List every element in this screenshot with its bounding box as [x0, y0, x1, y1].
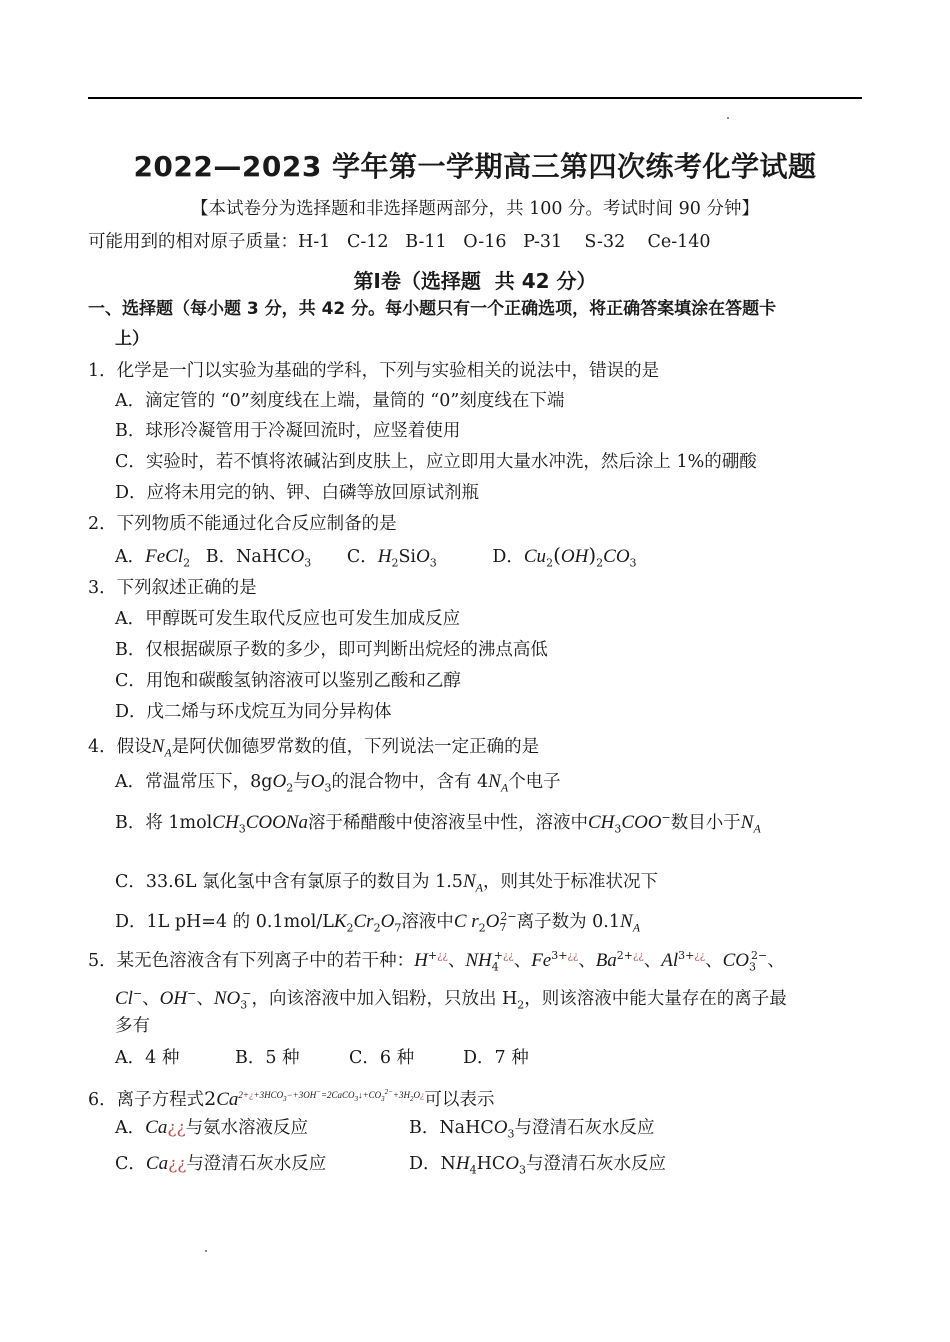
top-rule — [88, 97, 862, 99]
q2-a-label: A． — [115, 547, 146, 567]
question-4-stem: 4．假设$N_A$是阿伏伽德罗常数的值，下列说法一定正确的是 — [88, 736, 540, 760]
q6-c-suffix: 与澄清石灰水反应 — [186, 1154, 327, 1174]
q2-options: A．FeCl$_2$ B．NaHCO$_3$ C．$H_2SiO_3$ D．$Cu_2(OH)_2CO_3$ — [115, 543, 637, 570]
q4-d-suffix: 离子数为 0.1 — [516, 911, 620, 932]
q1-option-d: D．应将未用完的钠、钾、白磷等放回原试剂瓶 — [115, 483, 480, 503]
q4-a-mid: 与 — [293, 772, 311, 792]
question-2-stem: 2．下列物质不能通过化合反应制备的是 — [88, 514, 397, 534]
atomic-masses: 可能用到的相对原子质量：H-1 C-12 B-11 O-16 P-31 S-32 Ce-140 — [88, 232, 711, 252]
q6-a-suffix: 与氨水溶液反应 — [185, 1118, 309, 1138]
q1-option-c: C．实验时，若不慎将浓碱沾到皮肤上，应立即用大量水冲洗，然后涂上 1%的硼酸 — [115, 452, 757, 472]
q4-b-suffix: 数目小于 — [670, 812, 741, 833]
q4-b-prefix: B．将 1mol — [115, 812, 213, 833]
q5-stem-prefix: 5．某无色溶液含有下列离子中的若干种： — [88, 950, 415, 971]
q3-option-d: D．戊二烯与环戊烷互为同分异构体 — [115, 702, 392, 722]
q4-option-a: A．常温常压下，$8gO_2$与$O_3$的混合物中，含有 $4N_A$个电子 — [115, 771, 561, 795]
q6-b-label: B．NaHC — [409, 1118, 494, 1138]
q5-line2-end: ，则该溶液中能大量存在的离子最 — [524, 988, 787, 1009]
q4-d-mid: 溶液中 — [401, 911, 454, 932]
q1-option-b: B．球形冷凝管用于冷凝回流时，应竖着使用 — [115, 421, 461, 441]
q4-c-prefix: C．33.6L 氯化氢中含有氯原子的数目为 1.5 — [115, 872, 463, 892]
q2-b-label: B． — [205, 547, 237, 567]
q1-option-a: A．滴定管的 “0”刻度线在上端，量筒的 “0”刻度线在下端 — [115, 391, 565, 411]
q4-option-c: C．33.6L 氯化氢中含有氯原子的数目为 $1.5N_A$，则其处于标准状况下 — [115, 871, 658, 895]
q4-a-prefix: A．常温常压下，8g — [115, 772, 273, 792]
q3-option-a: A．甲醇既可发生取代反应也可发生加成反应 — [115, 609, 461, 629]
q4-option-d: D．1L pH=4 的 $0.1mol/LK_2Cr_2O_7$溶液中C $r_2O_7^{2-}$离子数为 $0.1N_A$ — [115, 910, 641, 935]
q5-option-c: C．6 种 — [349, 1048, 415, 1068]
question-6-stem: 6．离子方程式$2Ca^{2+¿+3HCO_3-+3OH^-=2CaCO_3↓+CO_3^{2-}+3H_2O¿}$可以表示 — [88, 1087, 495, 1110]
q4-a-suffix: 个电子 — [508, 772, 561, 792]
q5-line-2: Cl−、OH−、$NO_3^-$，向该溶液中加入铝粉，只放出 $H_2$，则该溶液中能大量存在的离子最 — [115, 987, 787, 1012]
speck — [205, 1250, 207, 1252]
q5-line2-suffix: ，向该溶液中加入铝粉，只放出 H — [251, 988, 518, 1009]
q6-a-label: A． — [115, 1118, 146, 1138]
q3-option-b: B．仅根据碳原子数的多少，即可判断出烷烃的沸点高低 — [115, 640, 548, 660]
q5-line-3: 多有 — [115, 1016, 150, 1036]
q6-option-d: D．$NH_4HCO_3$与澄清石灰水反应 — [409, 1153, 666, 1177]
q6-option-b: B．NaHCO$_3$与澄清石灰水反应 — [409, 1117, 655, 1141]
question-5-stem: 5．某无色溶液含有下列离子中的若干种：H+¿¿、$NH_4^{+¿¿}$、$Fe^{3+¿¿}$、$Ba^{2+¿¿}$、$Al^{3+¿¿}$、$CO_3^{2-}$、 — [88, 949, 785, 974]
q4-a-mid2: 的混合物中，含有 4 — [331, 772, 489, 792]
q6-d-label: D．N — [409, 1154, 456, 1174]
q2-c-label: C． — [346, 547, 378, 567]
q6-d-text: 与澄清石灰水反应 — [525, 1154, 666, 1174]
q4-b-mid: 溶于稀醋酸中使溶液呈中性，溶液中 — [308, 812, 588, 833]
q6-b-text: 与澄清石灰水反应 — [514, 1118, 655, 1138]
q4-stem-prefix: 4．假设 — [88, 737, 152, 757]
question-3-stem: 3．下列叙述正确的是 — [88, 578, 257, 598]
q6-c-label: C． — [115, 1154, 146, 1174]
q4-stem-suffix: 是阿伏伽德罗常数的值，下列说法一定正确的是 — [171, 737, 540, 757]
q5-option-a: A．4 种 — [115, 1048, 180, 1068]
question-1-stem: 1．化学是一门以实验为基础的学科，下列与实验相关的说法中，错误的是 — [88, 361, 660, 381]
exam-title: 2022—2023 学年第一学期高三第四次练考化学试题 — [133, 150, 817, 183]
q4-c-suffix: ，则其处于标准状况下 — [482, 872, 658, 892]
q3-option-c: C．用饱和碳酸氢钠溶液可以鉴别乙酸和乙醇 — [115, 671, 461, 691]
q4-d-prefix: D．1L pH=4 的 0.1mol/L — [115, 911, 334, 932]
part-heading: 一、选择题（每小题 3 分，共 42 分。每小题只有一个正确选项，将正确答案填涂在答题卡 — [88, 299, 777, 319]
q5-option-b: B．5 种 — [235, 1048, 300, 1068]
q4-option-b: B．将 1molCH$_3$COONa溶于稀醋酸中使溶液呈中性，溶液中$CH_3COO^-$数目小于$N_A$ — [115, 811, 761, 836]
q6-stem-prefix: 6．离子方程式 — [88, 1089, 205, 1110]
q6-stem-suffix: 可以表示 — [424, 1089, 495, 1110]
part-heading-cont: 上） — [115, 329, 149, 349]
q2-d-label: D． — [492, 547, 524, 567]
q6-option-a: A．Ca¿¿与氨水溶液反应 — [115, 1117, 309, 1138]
exam-note: 【本试卷分为选择题和非选择题两部分，共 100 分。考试时间 90 分钟】 — [191, 199, 759, 219]
speck — [727, 117, 729, 119]
q5-options — [115, 1046, 529, 1070]
q6-option-c: C．Ca¿¿与澄清石灰水反应 — [115, 1153, 327, 1174]
section-title: 第Ⅰ卷（选择题 共 42 分） — [353, 269, 597, 293]
q5-option-d: D．7 种 — [463, 1048, 529, 1068]
